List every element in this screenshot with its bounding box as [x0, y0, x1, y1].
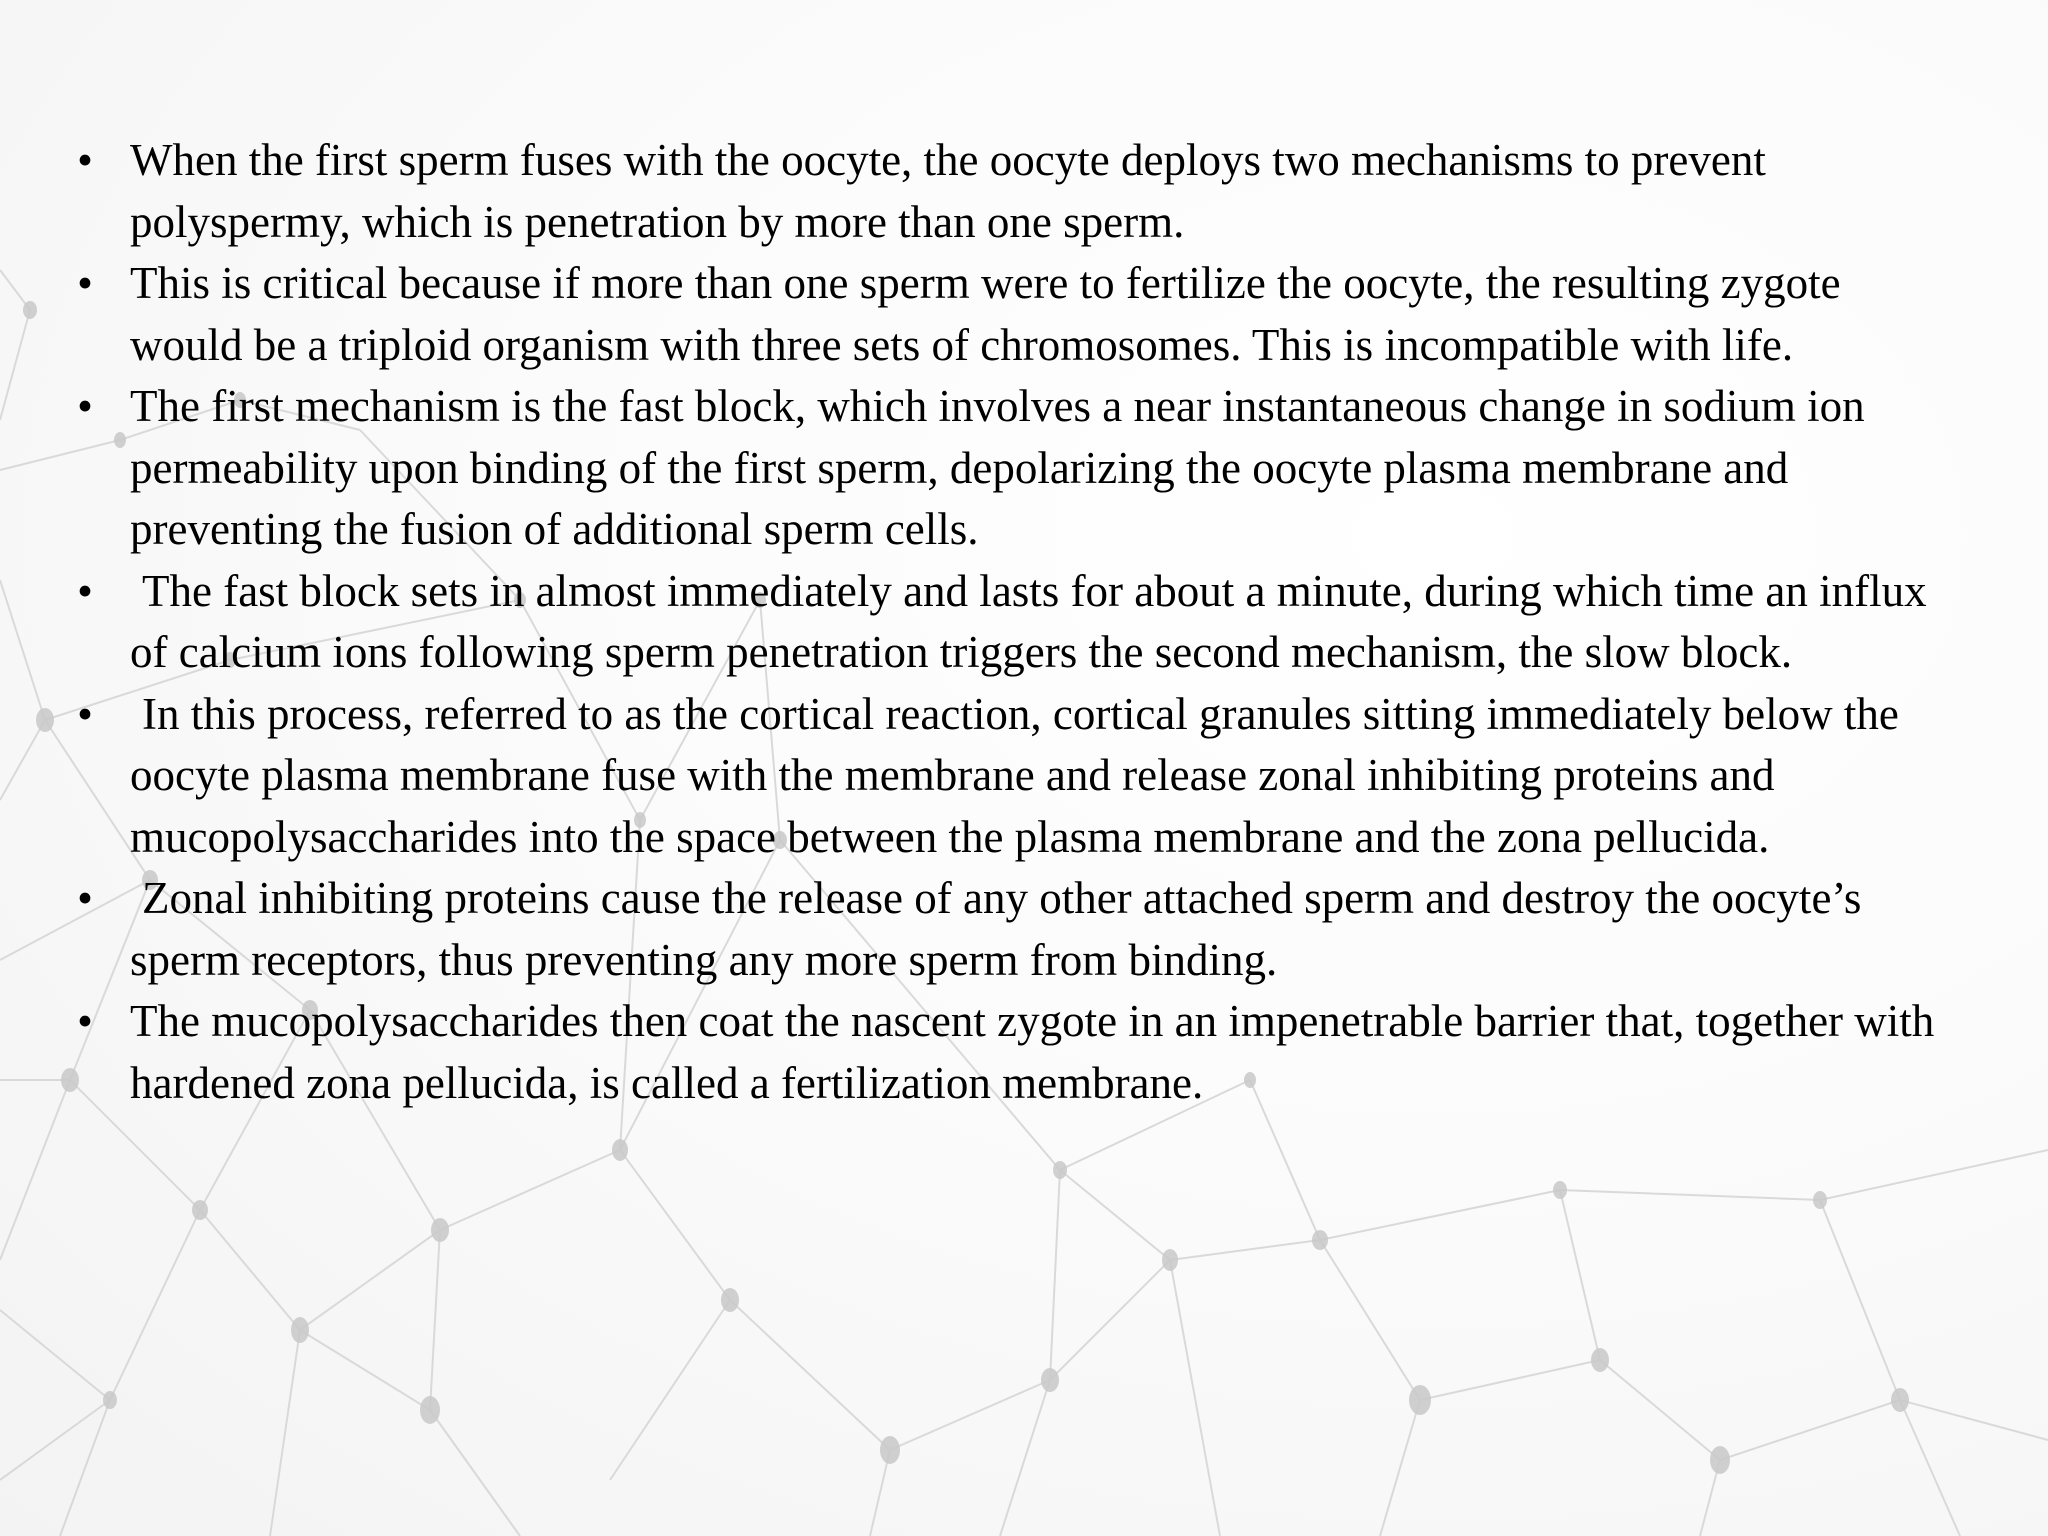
bullet-list — [62, 130, 1962, 1114]
bullet-text: When the first sperm fuses with the oocyte, the oocyte deploys two mechanisms to prevent polyspermy, which is penetration by more than one sperm. — [130, 135, 1766, 247]
bullet-marker: • — [77, 688, 93, 739]
bullet-item — [62, 991, 1962, 1114]
bullet-marker: • — [77, 258, 93, 308]
bullet-marker: • — [77, 381, 93, 431]
bullet-text: This is critical because if more than one sperm were to fertilize the oocyte, the resulting zygote would be a triploid organism with three sets of chromosomes. This is incompatible with life. — [130, 258, 1841, 370]
bullet-item — [62, 684, 1962, 869]
bullet-item — [62, 868, 1962, 991]
bullet-text: Zonal inhibiting proteins cause the release of any other attached sperm and destroy the oocyte’s sperm receptors, thus preventing any more sperm from binding. — [130, 873, 1862, 985]
bullet-item — [62, 561, 1962, 684]
bullet-text: The fast block sets in almost immediately and lasts for about a minute, during which time an influx of calcium ions following sperm penetration triggers the second mechanism, the slow block. — [130, 565, 1927, 677]
bullet-text: In this process, referred to as the cortical reaction, cortical granules sitting immediately below the oocyte plasma membrane fuse with the membrane and release zonal inhibiting proteins and mucopolysaccharides into the space between the plasma membrane and the zona pellucida. — [130, 688, 1899, 862]
bullet-marker: • — [77, 565, 93, 616]
bullet-marker: • — [77, 135, 93, 185]
bullet-item — [62, 130, 1962, 253]
bullet-text: The mucopolysaccharides then coat the nascent zygote in an impenetrable barrier that, together with hardened zona pellucida, is called a fertilization membrane. — [130, 996, 1935, 1108]
bullet-text: The first mechanism is the fast block, which involves a near instantaneous change in sodium ion permeability upon binding of the first sperm, depolarizing the oocyte plasma membrane and preventing the fusion of additional sperm cells. — [130, 381, 1865, 554]
bullet-marker: • — [77, 873, 93, 923]
bullet-marker: • — [77, 996, 93, 1046]
bullet-item — [62, 376, 1962, 561]
bullet-item — [62, 253, 1962, 376]
